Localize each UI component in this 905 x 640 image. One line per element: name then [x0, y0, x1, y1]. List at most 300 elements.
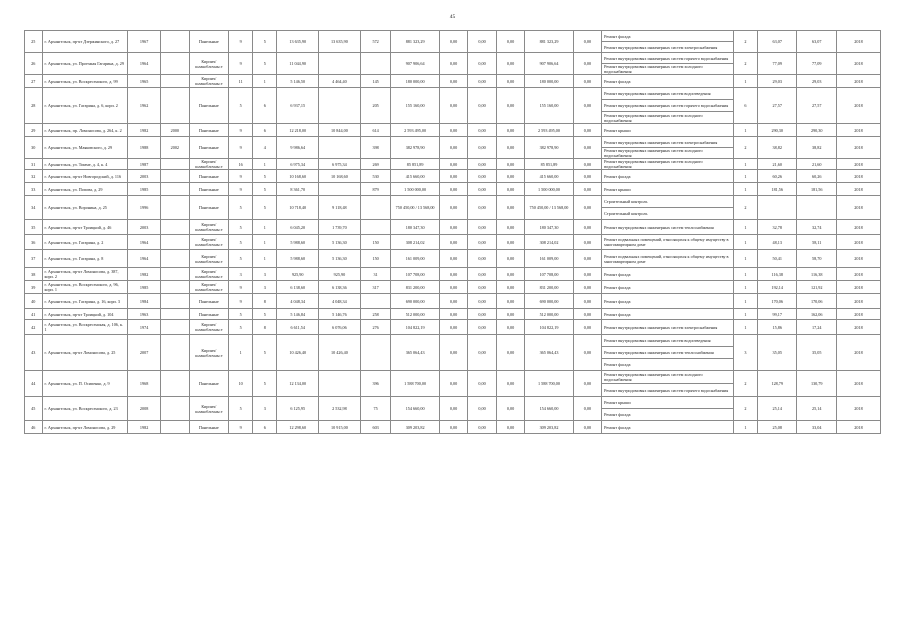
cell-cnt: 1	[733, 421, 757, 434]
cell-f2: 0,00	[468, 309, 497, 320]
cell-dt: 2018	[836, 397, 880, 421]
cell-s2: 6 076,06	[319, 320, 361, 335]
cell-c1: 21,60	[757, 159, 797, 170]
cell-year: 1982	[128, 124, 161, 137]
cell-s2: 6 975,34	[319, 159, 361, 170]
cell-work-type: Ремонт внутридомовых инженерных систем водоотведения	[602, 335, 734, 347]
cell-cnt: 1	[733, 183, 757, 196]
table-row	[25, 31, 881, 42]
cell-res	[360, 294, 391, 309]
cell-own2: 0,00	[573, 250, 602, 268]
cell-c1: 99,17	[757, 309, 797, 320]
cell-f2: 0,00	[468, 268, 497, 281]
cell-mat: Кирпич/ шлакоблочны е	[189, 235, 229, 250]
cell-own: 1 500 000,00	[525, 183, 573, 196]
cell-dt: 2018	[836, 88, 880, 124]
table-row	[25, 159, 881, 170]
cell-year: 1967	[128, 31, 161, 53]
cell-work-type: Ремонт фасада	[602, 294, 734, 309]
cell-total: 382 978,90	[391, 137, 439, 159]
cell-s2: 10 426,40	[319, 335, 361, 371]
cell-en: 3	[253, 397, 277, 421]
cell-en: 1	[253, 75, 277, 88]
cell-total: 415 660,00	[391, 170, 439, 183]
cell-s2: 4 048,34	[319, 294, 361, 309]
cell-own: 154 660,00	[525, 397, 573, 421]
cell-s2	[319, 183, 361, 196]
cell-s1: 9 986,64	[277, 137, 319, 159]
cell-own: 2 593 495,00	[525, 124, 573, 137]
cell-s1: 6 045,20	[277, 220, 319, 235]
cell-mat: Кирпич/ шлакоблочны е	[189, 53, 229, 75]
cell-fl: 5	[229, 309, 253, 320]
cell-c2: 58,11	[797, 235, 837, 250]
cell-f1: 0,00	[439, 335, 468, 371]
cell-mat: Кирпич/ шлакоблочны е	[189, 320, 229, 335]
cell-c1: 50,41	[757, 250, 797, 268]
cell-fl: 9	[229, 281, 253, 294]
cell-c1: 29,03	[757, 75, 797, 88]
cell-work-type: Ремонт внутридомовых инженерных систем теплоснабжения	[602, 347, 734, 359]
cell-dt: 2018	[836, 159, 880, 170]
cell-addr: г. Архангельск, ул. П. Осипенко, д. 9	[42, 371, 128, 397]
cell-own: 750 450,00 / 13 568,00	[525, 196, 573, 220]
cell-en: 8	[253, 294, 277, 309]
table-row	[25, 397, 881, 409]
cell-c2	[797, 196, 837, 220]
cell-no: 36	[25, 235, 43, 250]
cell-cnt: 1	[733, 309, 757, 320]
cell-res: 879	[360, 183, 391, 196]
cell-s2	[319, 137, 361, 159]
cell-cnt: 1	[733, 75, 757, 88]
cell-year2	[161, 220, 190, 235]
cell-res	[360, 335, 391, 371]
cell-work-type: Ремонт внутридомовых инженерных систем холодного водоснабжения	[602, 112, 734, 124]
cell-en: 4	[253, 137, 277, 159]
cell-own2: 0,00	[573, 335, 602, 371]
cell-f2: 0,00	[468, 124, 497, 137]
cell-s1: 12 134,00	[277, 371, 319, 397]
cell-c2: 162,06	[797, 309, 837, 320]
cell-c1: 60,26	[757, 170, 797, 183]
cell-f3: 0,00	[496, 183, 525, 196]
cell-own2: 0,00	[573, 235, 602, 250]
cell-mat: Панельные	[189, 88, 229, 124]
cell-en: 6	[253, 124, 277, 137]
cell-f2: 0,00	[468, 170, 497, 183]
cell-f1: 0,00	[439, 250, 468, 268]
cell-no: 32	[25, 170, 43, 183]
cell-f3: 0,00	[496, 371, 525, 397]
cell-year2	[161, 183, 190, 196]
cell-no: 34	[25, 196, 43, 220]
cell-c1: 15,86	[757, 320, 797, 335]
cell-f1: 0,00	[439, 196, 468, 220]
cell-c1: 25,08	[757, 421, 797, 434]
cell-work-type: Ремонт фасада	[602, 170, 734, 183]
cell-work-type: Ремонт фасада	[602, 359, 734, 371]
cell-s2: 5 136,30	[319, 250, 361, 268]
cell-f3: 0,00	[496, 235, 525, 250]
cell-no: 42	[25, 320, 43, 335]
cell-f1: 0,00	[439, 397, 468, 421]
cell-s2: 10 168,60	[319, 170, 361, 183]
cell-own2: 0,00	[573, 196, 602, 220]
cell-own2: 0,00	[573, 309, 602, 320]
cell-f3: 0,00	[496, 75, 525, 88]
cell-year2	[161, 397, 190, 421]
cell-fl: 9	[229, 137, 253, 159]
cell-own2: 0,00	[573, 75, 602, 88]
cell-f1: 0,00	[439, 137, 468, 159]
cell-s2: 10 844,00	[319, 124, 361, 137]
cell-own: 155 160,00	[525, 88, 573, 124]
cell-no: 26	[25, 53, 43, 75]
cell-no: 30	[25, 137, 43, 159]
cell-year: 2003	[128, 170, 161, 183]
cell-mat: Панельные	[189, 371, 229, 397]
cell-addr: г. Архангельск, пр. Ломоносова, д. 264, к. 2	[42, 124, 128, 137]
cell-own: 1 588 700,00	[525, 371, 573, 397]
cell-no: 41	[25, 309, 43, 320]
cell-res: 614	[360, 124, 391, 137]
cell-year: 1988	[128, 137, 161, 159]
cell-c2: 290,30	[797, 124, 837, 137]
cell-f2: 0,00	[468, 159, 497, 170]
cell-s2	[319, 371, 361, 397]
cell-year: 1962	[128, 88, 161, 124]
cell-dt: 2018	[836, 137, 880, 159]
cell-addr: г. Архангельск, ул. Проезжая Гагарина, д. 29	[42, 53, 128, 75]
cell-own: 512 000,00	[525, 309, 573, 320]
cell-c1: 116,38	[757, 268, 797, 281]
cell-cnt: 1	[733, 159, 757, 170]
cell-fl: 1	[229, 335, 253, 371]
cell-s2: 1 739,70	[319, 220, 361, 235]
cell-c2: 60,26	[797, 170, 837, 183]
cell-f1: 0,00	[439, 88, 468, 124]
cell-s2: 5 146,76	[319, 309, 361, 320]
cell-addr: г. Архангельск, пр-кт Ломоносова, д. 387, корп. 2	[42, 268, 128, 281]
cell-f3: 0,00	[496, 31, 525, 53]
cell-en: 3	[253, 268, 277, 281]
cell-work-type: Ремонт фасада	[602, 309, 734, 320]
cell-year: 1982	[128, 268, 161, 281]
cell-f3: 0,00	[496, 137, 525, 159]
cell-year2	[161, 371, 190, 397]
cell-total: 85 851,89	[391, 159, 439, 170]
cell-res: 31	[360, 268, 391, 281]
cell-addr: г. Архангельск, пр-кт Ломоносова, д. 25	[42, 335, 128, 371]
cell-s2	[319, 88, 361, 124]
cell-no: 25	[25, 31, 43, 53]
cell-f1: 0,00	[439, 170, 468, 183]
cell-mat: Панельные	[189, 31, 229, 53]
cell-addr: г. Архангельск, ул. Воронина, д. 25	[42, 196, 128, 220]
cell-total: 308 214,02	[391, 235, 439, 250]
cell-own: 881 323,29	[525, 31, 573, 53]
cell-year: 1985	[128, 183, 161, 196]
cell-own2: 0,00	[573, 88, 602, 124]
cell-c2: 121,92	[797, 281, 837, 294]
cell-no: 45	[25, 397, 43, 421]
cell-year: 1974	[128, 320, 161, 335]
cell-work-type: Ремонт крыши	[602, 124, 734, 137]
cell-en: 5	[253, 183, 277, 196]
cell-f3: 0,00	[496, 294, 525, 309]
table-row	[25, 124, 881, 137]
cell-fl: 5	[229, 397, 253, 421]
register-table	[24, 30, 881, 434]
cell-f3: 0,00	[496, 159, 525, 170]
cell-f2: 0,00	[468, 137, 497, 159]
cell-own: 308 214,02	[525, 235, 573, 250]
cell-year2	[161, 294, 190, 309]
cell-s1: 6 611,54	[277, 320, 319, 335]
cell-s2: 10 915,00	[319, 421, 361, 434]
cell-own2: 0,00	[573, 220, 602, 235]
cell-own: 382 978,90	[525, 137, 573, 159]
cell-no: 35	[25, 220, 43, 235]
cell-work-type: Ремонт фасада	[602, 31, 734, 42]
cell-addr: г. Архангельск, пр-кт Троицкий, д. 104	[42, 309, 128, 320]
cell-en: 1	[253, 235, 277, 250]
cell-total: 690 000,00	[391, 294, 439, 309]
cell-cnt: 2	[733, 137, 757, 159]
cell-fl: 5	[229, 320, 253, 335]
cell-year2	[161, 320, 190, 335]
cell-own: 309 203,82	[525, 421, 573, 434]
cell-mat: Панельные	[189, 137, 229, 159]
cell-f2: 0,00	[468, 183, 497, 196]
cell-cnt: 1	[733, 281, 757, 294]
cell-mat: Панельные	[189, 421, 229, 434]
cell-f3: 0,00	[496, 250, 525, 268]
cell-work-type: Строительный контроль	[602, 196, 734, 208]
cell-dt: 2018	[836, 235, 880, 250]
cell-work-type: Ремонт внутридомовых инженерных систем электроснабжения	[602, 137, 734, 148]
cell-f3: 0,00	[496, 397, 525, 421]
cell-en: 3	[253, 281, 277, 294]
cell-no: 31	[25, 159, 43, 170]
cell-s1: 11 044,90	[277, 53, 319, 75]
cell-own2: 0,00	[573, 31, 602, 53]
cell-f1: 0,00	[439, 183, 468, 196]
cell-total: 107 708,00	[391, 268, 439, 281]
cell-c2: 25,14	[797, 397, 837, 421]
cell-year2	[161, 335, 190, 371]
cell-own: 415 660,00	[525, 170, 573, 183]
cell-f2: 0,00	[468, 31, 497, 53]
cell-own2: 0,00	[573, 421, 602, 434]
cell-f3: 0,00	[496, 53, 525, 75]
cell-total: 1 500 000,00	[391, 183, 439, 196]
cell-work-type: Ремонт внутридомовых инженерных систем электроснабжения	[602, 320, 734, 335]
cell-work-type: Ремонт внутридомовых инженерных систем холодного водоснабжения	[602, 64, 734, 75]
cell-addr: г. Архангельск, пр-кт Дзержинского, д. 27	[42, 31, 128, 53]
cell-no: 44	[25, 371, 43, 397]
cell-cnt: 1	[733, 268, 757, 281]
cell-f1: 0,00	[439, 281, 468, 294]
cell-own: 180 000,00	[525, 75, 573, 88]
cell-fl: 11	[229, 75, 253, 88]
cell-res: 530	[360, 170, 391, 183]
cell-work-type: Ремонт внутридомовых инженерных систем горячего водоснабжения	[602, 53, 734, 64]
cell-en: 5	[253, 335, 277, 371]
cell-f3: 0,00	[496, 320, 525, 335]
cell-en: 6	[253, 421, 277, 434]
cell-no: 29	[25, 124, 43, 137]
cell-dt: 2018	[836, 371, 880, 397]
table-row	[25, 371, 881, 384]
cell-own: 104 822,19	[525, 320, 573, 335]
cell-total: 154 660,00	[391, 397, 439, 421]
cell-year: 1984	[128, 294, 161, 309]
cell-addr: г. Архангельск, пр-кт Троицкий, д. 46	[42, 220, 128, 235]
cell-s1: 12 218,00	[277, 124, 319, 137]
cell-own: 365 064,43	[525, 335, 573, 371]
cell-f3: 0,00	[496, 220, 525, 235]
cell-year: 2008	[128, 397, 161, 421]
table-row	[25, 75, 881, 88]
table-row	[25, 335, 881, 347]
cell-res: 145	[360, 75, 391, 88]
cell-res: 317	[360, 281, 391, 294]
cell-no: 37	[25, 250, 43, 268]
cell-f3: 0,00	[496, 309, 525, 320]
cell-res: 258	[360, 309, 391, 320]
cell-s1: 6 937,15	[277, 88, 319, 124]
cell-no: 43	[25, 335, 43, 371]
cell-f1: 0,00	[439, 75, 468, 88]
cell-own: 831 200,00	[525, 281, 573, 294]
cell-c2: 77,09	[797, 53, 837, 75]
cell-addr: г. Архангельск, ул. Гагарина, д. 2	[42, 235, 128, 250]
cell-year2	[161, 421, 190, 434]
cell-year: 1996	[128, 196, 161, 220]
cell-f2: 0,00	[468, 235, 497, 250]
cell-addr: г. Архангельск, ул. Воскресенского, д. 99	[42, 75, 128, 88]
cell-en: 1	[253, 159, 277, 170]
cell-own2: 0,00	[573, 159, 602, 170]
cell-f1: 0,00	[439, 371, 468, 397]
cell-cnt: 1	[733, 235, 757, 250]
cell-dt: 2018	[836, 53, 880, 75]
cell-work-type: Ремонт фасада	[602, 421, 734, 434]
cell-cnt: 1	[733, 320, 757, 335]
cell-res: 75	[360, 397, 391, 421]
cell-f2: 0,00	[468, 281, 497, 294]
cell-f2: 0,00	[468, 196, 497, 220]
table-row	[25, 268, 881, 281]
cell-cnt: 2	[733, 31, 757, 53]
cell-c1: 25,14	[757, 397, 797, 421]
cell-total: 1 588 700,00	[391, 371, 439, 397]
cell-own2: 0,00	[573, 124, 602, 137]
cell-mat: Панельные	[189, 183, 229, 196]
cell-s2: 6 138,36	[319, 281, 361, 294]
cell-work-type: Ремонт внутридомовых инженерных систем горячего водоснабжения	[602, 384, 734, 397]
cell-c2: 21,60	[797, 159, 837, 170]
cell-total: 309 203,82	[391, 421, 439, 434]
cell-work-type: Ремонт внутридомовых инженерных систем холодного водоснабжения	[602, 148, 734, 159]
cell-dt: 2018	[836, 75, 880, 88]
cell-year2	[161, 235, 190, 250]
cell-no: 40	[25, 294, 43, 309]
cell-s1: 12 298,60	[277, 421, 319, 434]
cell-addr: г. Архангельск, ул. Воскресенская, д. 106, к. 1	[42, 320, 128, 335]
cell-s2: 9 118,48	[319, 196, 361, 220]
cell-own: 85 851,89	[525, 159, 573, 170]
cell-own2: 0,00	[573, 170, 602, 183]
cell-work-type: Ремонт внутридомовых инженерных систем холодного водоснабжения	[602, 371, 734, 384]
cell-addr: г. Архангельск, ул. Тимме, д. 4, к. 4	[42, 159, 128, 170]
cell-own: 107 708,00	[525, 268, 573, 281]
cell-own2: 0,00	[573, 137, 602, 159]
cell-mat: Панельные	[189, 170, 229, 183]
cell-c2: 38,82	[797, 137, 837, 159]
cell-year: 1985	[128, 281, 161, 294]
cell-year: 1982	[128, 421, 161, 434]
cell-f1: 0,00	[439, 235, 468, 250]
cell-fl: 10	[229, 371, 253, 397]
cell-en: 5	[253, 170, 277, 183]
cell-year2	[161, 53, 190, 75]
cell-dt: 2018	[836, 124, 880, 137]
cell-f1: 0,00	[439, 421, 468, 434]
cell-cnt: 3	[733, 335, 757, 371]
cell-no: 28	[25, 88, 43, 124]
cell-no: 33	[25, 183, 43, 196]
cell-f3: 0,00	[496, 196, 525, 220]
cell-c1: 35,05	[757, 335, 797, 371]
cell-f3: 0,00	[496, 268, 525, 281]
cell-own2: 0,00	[573, 294, 602, 309]
cell-fl: 16	[229, 159, 253, 170]
table-row	[25, 88, 881, 100]
cell-addr: г. Архангельск, ул. Воскресенского, д. 23	[42, 397, 128, 421]
cell-fl: 5	[229, 196, 253, 220]
cell-dt: 2018	[836, 335, 880, 371]
cell-addr: г. Архангельск, ул. Маяковского, д. 29	[42, 137, 128, 159]
cell-year: 1964	[128, 53, 161, 75]
cell-year2	[161, 88, 190, 124]
cell-cnt: 6	[733, 88, 757, 124]
cell-year: 1965	[128, 75, 161, 88]
table-row	[25, 309, 881, 320]
cell-s1: 5 988,60	[277, 235, 319, 250]
cell-work-type: Ремонт фасада	[602, 268, 734, 281]
cell-f3: 0,00	[496, 281, 525, 294]
cell-s2: 5 136,30	[319, 235, 361, 250]
cell-dt: 2018	[836, 421, 880, 434]
cell-s1: 5 146,84	[277, 309, 319, 320]
cell-dt: 2018	[836, 309, 880, 320]
cell-addr: г. Архангельск, ул. Гагарина, д. 16, корп. 3	[42, 294, 128, 309]
cell-addr: г. Архангельск, пр-кт Новгородский, д. 116	[42, 170, 128, 183]
cell-en: 5	[253, 31, 277, 53]
cell-c1: 38,82	[757, 137, 797, 159]
cell-c1: 170,06	[757, 294, 797, 309]
cell-mat: Панельные	[189, 294, 229, 309]
cell-f1: 0,00	[439, 268, 468, 281]
cell-cnt: 1	[733, 170, 757, 183]
cell-c2: 58,70	[797, 250, 837, 268]
cell-work-type: Ремонт внутридомовых инженерных систем водоотведения	[602, 88, 734, 100]
cell-c2: 27,57	[797, 88, 837, 124]
cell-year: 1964	[128, 250, 161, 268]
